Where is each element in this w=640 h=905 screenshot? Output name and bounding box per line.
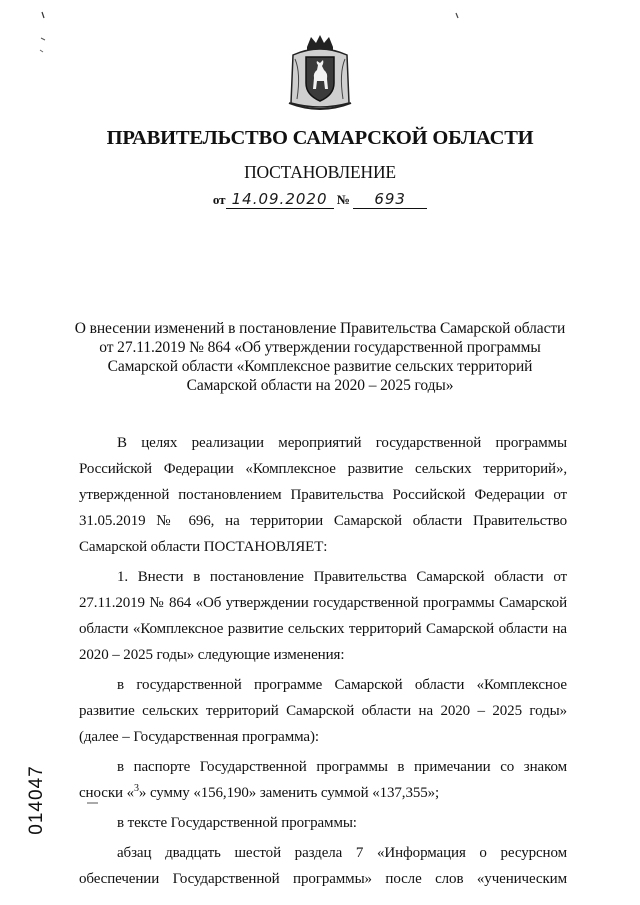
body-paragraph-footnote [79,754,567,806]
scan-mark [38,8,48,58]
handwritten-date: 14.09.2020 [226,190,334,209]
body-paragraph: абзац двадцать шестой раздела 7 «Информация о ресурсном обеспечении Государственной программы» после слов «ученическим [79,845,567,887]
document-type: ПОСТАНОВЛЕНИЕ [244,162,396,182]
scan-mark [454,12,460,20]
serial-number: 014047 [26,765,47,835]
document-body [79,430,567,892]
subject-line: Самарской области «Комплексное развитие сельских территорий [107,358,533,375]
organization-title: ПРАВИТЕЛЬСТВО САМАРСКОЙ ОБЛАСТИ [106,127,534,149]
body-paragraph: В целях реализации мероприятий государственной программы Российской Федерации «Комплексное развитие сельских территорий», утвержденной постановлением Правительства Российской Федерации от 31.05.2019 № 696, на территории Самарской области Правительство Самарской области ПОСТАНОВЛЯЕТ: [79,435,567,555]
document-subject [60,319,580,395]
handwritten-number: 693 [353,190,427,209]
footnote-mark: 3 [133,783,139,794]
body-paragraph: 1. Внести в постановление Правительства Самарской области от 27.11.2019 № 864 «Об утверждении государственной программы Самарской области «Комплексное развитие сельских территорий Самарской области на 2020 – 2025 годы» следующие изменения: [79,569,567,663]
body-paragraph: в тексте Государственной программы: [117,815,357,831]
subject-line: О внесении изменений в постановление Правительства Самарской области [74,320,566,337]
footnote-text-before: в паспорте Государственной программы в примечании со знаком сноски « [79,759,567,801]
serial-number-stamp [22,765,52,835]
body-paragraph: в государственной программе Самарской области «Комплексное развитие сельских территорий Самарской области на 2020 – 2025 годы» (далее – Государственная программа): [79,677,567,745]
footnote-text-after: » сумму «156,190» заменить суммой «137,355»; [138,785,440,801]
subject-line: Самарской области на 2020 – 2025 годы» [186,377,454,394]
date-prefix: от [212,192,226,207]
date-number-line [0,190,640,209]
coat-of-arms-icon [283,33,357,113]
number-prefix: № [336,192,350,207]
subject-line: от 27.11.2019 № 864 «Об утверждении государственной программы [99,339,541,356]
scan-mark [86,800,100,806]
